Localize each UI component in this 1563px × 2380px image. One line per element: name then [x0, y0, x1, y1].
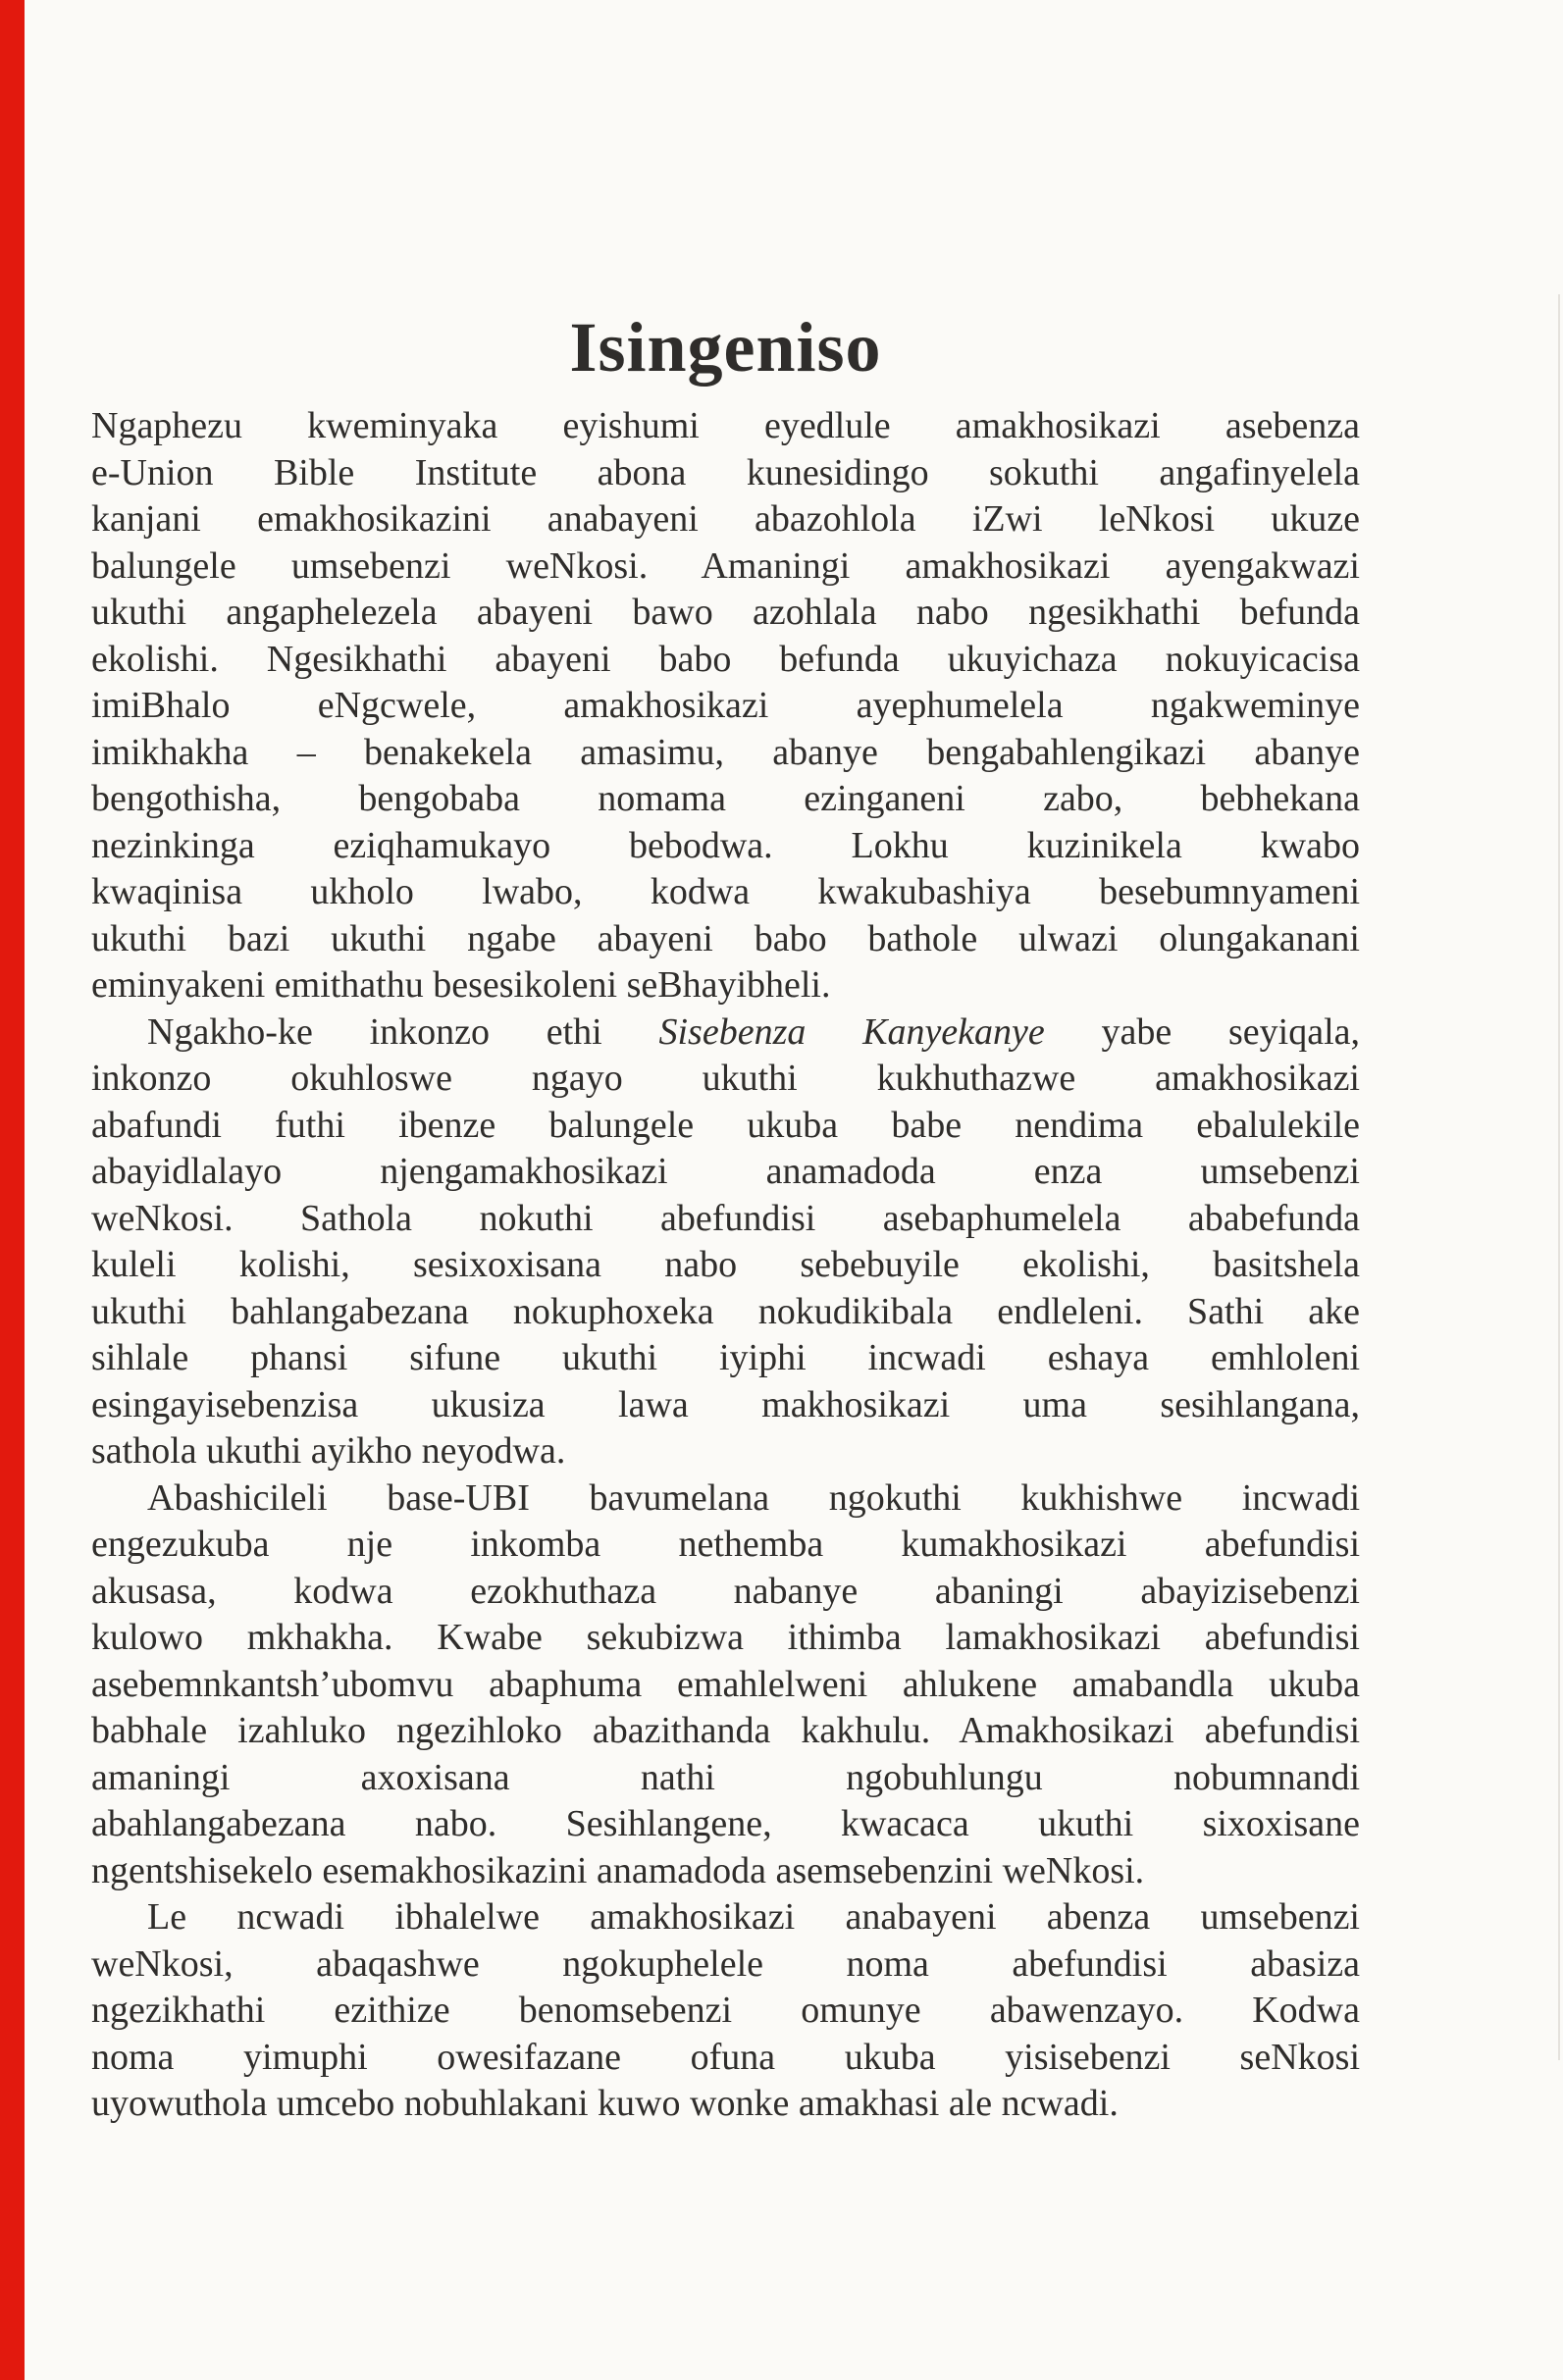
text-line: balungele umsebenzi weNkosi. Amaningi amakhosikazi ayengakwazi	[91, 544, 1360, 587]
body-text	[91, 403, 1360, 2128]
text-line: weNkosi, abaqashwe ngokuphelele noma abefundisi abasiza	[91, 1942, 1360, 1985]
text-line: esingayisebenzisa ukusiza lawa makhosikazi uma sesihlangana,	[91, 1383, 1360, 1425]
page-title: Isingeniso	[569, 308, 882, 388]
scan-edge-line	[1558, 294, 1560, 2060]
text-line: kanjani emakhosikazini anabayeni abazohlola iZwi leNkosi ukuze	[91, 498, 1360, 540]
text-segment: Ngakho-ke inkonzo ethi	[147, 1010, 659, 1053]
text-line: ngezikhathi ezithize benomsebenzi omunye abawenzayo. Kodwa	[91, 1990, 1360, 2031]
text-line: weNkosi. Sathola nokuthi abefundisi asebaphumelela ababefunda	[91, 1197, 1360, 1239]
text-line: noma yimuphi owesifazane ofuna ukuba yisisebenzi seNkosi	[91, 2036, 1360, 2078]
text-line: sathola ukuthi ayikho neyodwa.	[91, 1430, 566, 1472]
italic-phrase: Sisebenza Kanyekanye	[658, 1010, 1045, 1053]
red-edge-strip	[0, 0, 25, 2380]
text-line: Abashicileli base-UBI bavumelana ngokuthi kukhishwe incwadi	[147, 1476, 1360, 1519]
text-line: asebemnkantsh’ubomvu abaphuma emahlelweni ahlukene amabandla ukuba	[91, 1663, 1360, 1705]
text-line: ukuthi angaphelezela abayeni bawo azohlala nabo ngesikhathi befunda	[91, 592, 1360, 633]
text-line: Ngaphezu kweminyaka eyishumi eyedlule amakhosikazi asebenza	[91, 405, 1360, 446]
text-line: sihlale phansi sifune ukuthi iyiphi incwadi eshaya emhloleni	[91, 1337, 1360, 1378]
paragraph	[91, 1475, 1360, 1895]
text-line: engezukuba nje inkomba nethemba kumakhosikazi abefundisi	[91, 1524, 1360, 1565]
text-line: amaningi axoxisana nathi ngobuhlungu nobumnandi	[91, 1756, 1360, 1798]
text-line: nezinkinga eziqhamukayo bebodwa. Lokhu kuzinikela kwabo	[91, 824, 1360, 866]
text-line: imiBhalo eNgcwele, amakhosikazi ayephumelela ngakweminye	[91, 685, 1360, 726]
paragraph	[91, 1009, 1360, 1475]
text-line: uyowuthola umcebo nobuhlakani kuwo wonke amakhasi ale ncwadi.	[91, 2083, 1119, 2124]
text-line: ngentshisekelo esemakhosikazini anamadoda asemsebenzini weNkosi.	[91, 1849, 1145, 1891]
text-line: ekolishi. Ngesikhathi abayeni babo befunda ukuyichaza nokuyicacisa	[91, 638, 1360, 680]
text-line: kwaqinisa ukholo lwabo, kodwa kwakubashiya besebumnyameni	[91, 871, 1360, 912]
text-line	[91, 1009, 1360, 1057]
text-line: akusasa, kodwa ezokhuthaza nabanye abaningi abayizisebenzi	[91, 1570, 1360, 1612]
paragraph	[91, 1894, 1360, 2128]
text-line: ukuthi bahlangabezana nokuphoxeka nokudikibala endleleni. Sathi ake	[91, 1290, 1360, 1332]
text-line: e-Union Bible Institute abona kunesidingo sokuthi angafinyelela	[91, 451, 1360, 493]
text-line: abahlangabezana nabo. Sesihlangene, kwacaca ukuthi sixoxisane	[91, 1803, 1360, 1844]
text-line: eminyakeni emithathu besesikoleni seBhayibheli.	[91, 964, 831, 1006]
paragraph	[91, 403, 1360, 1009]
text-line: bengothisha, bengobaba nomama ezinganeni zabo, bebhekana	[91, 778, 1360, 819]
text-line: inkonzo okuhloswe ngayo ukuthi kukhuthazwe amakhosikazi	[91, 1058, 1360, 1099]
text-line: babhale izahluko ngezihloko abazithanda kakhulu. Amakhosikazi abefundisi	[91, 1710, 1360, 1751]
text-line: imikhakha – benakekela amasimu, abanye bengabahlengikazi abanye	[91, 731, 1360, 773]
text-line: kulowo mkhakha. Kwabe sekubizwa ithimba lamakhosikazi abefundisi	[91, 1617, 1360, 1658]
text-line: abayidlalayo njengamakhosikazi anamadoda enza umsebenzi	[91, 1151, 1360, 1192]
text-line: kuleli kolishi, sesixoxisana nabo sebebuyile ekolishi, basitshela	[91, 1244, 1360, 1285]
text-line: abafundi futhi ibenze balungele ukuba babe nendima ebalulekile	[91, 1104, 1360, 1146]
text-segment: yabe seyiqala,	[1044, 1010, 1360, 1053]
text-line: Le ncwadi ibhalelwe amakhosikazi anabayeni abenza umsebenzi	[147, 1896, 1360, 1938]
text-line: ukuthi bazi ukuthi ngabe abayeni babo bathole ulwazi olungakanani	[91, 917, 1360, 959]
